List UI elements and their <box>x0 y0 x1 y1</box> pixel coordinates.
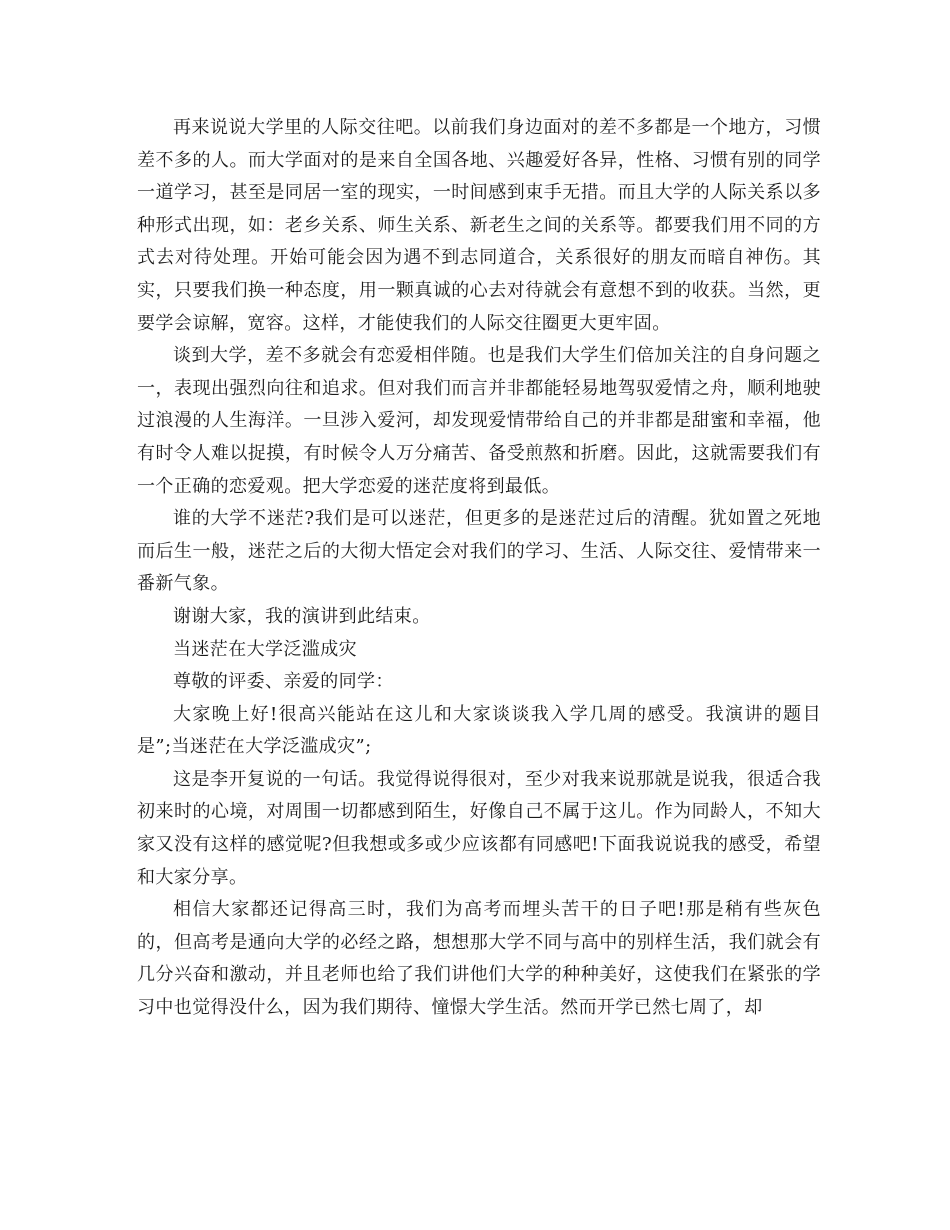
paragraph-greeting: 大家晚上好!很高兴能站在这儿和大家谈谈我入学几周的感受。我演讲的题目是”;当迷茫在大学泛滥成灾”; <box>137 703 821 758</box>
paragraph-quote: 这是李开复说的一句话。我觉得说得很对，至少对我来说那就是说我，很适合我初来时的心境，对周围一切都感到陌生，好像自己不属于这儿。作为同龄人，不知大家又没有这样的感觉呢?但我想或多或少应该都有同感吧!下面我说说我的感受，希望和大家分享。 <box>137 768 821 888</box>
paragraph-confusion: 谁的大学不迷茫?我们是可以迷茫，但更多的是迷茫过后的清醒。犹如置之死地而后生一般，迷茫之后的大彻大悟定会对我们的学习、生活、人际交往、爱情带来一番新气象。 <box>137 508 821 595</box>
paragraph-interpersonal: 再来说说大学里的人际交往吧。以前我们身边面对的差不多都是一个地方，习惯差不多的人。而大学面对的是来自全国各地、兴趣爱好各异，性格、习惯有别的同学一道学习，甚至是同居一室的现实，一时间感到束手无措。而且大学的人际关系以多种形式出现，如：老乡关系、师生关系、新老生之间的关系等。都要我们用不同的方式去对待处理。开始可能会因为遇不到志同道合，关系很好的朋友而暗自神伤。其实，只要我们换一种态度，用一颗真诚的心去对待就会有意想不到的收获。当然，更要学会谅解，宽容。这样，才能使我们的人际交往圈更大更牢固。 <box>137 117 821 334</box>
salutation: 尊敬的评委、亲爱的同学： <box>173 671 394 693</box>
paragraph-romance: 谈到大学，差不多就会有恋爱相伴随。也是我们大学生们倍加关注的自身问题之一，表现出强烈向往和追求。但对我们而言并非都能轻易地驾驭爱情之舟，顺利地驶过浪漫的人生海洋。一旦涉入爱河，却发现爱情带给自己的并非都是甜蜜和幸福，他有时令人难以捉摸，有时候令人万分痛苦、备受煎熬和折磨。因此，这就需要我们有一个正确的恋爱观。把大学恋爱的迷茫度将到最低。 <box>137 345 821 497</box>
paragraph-thanks: 谢谢大家，我的演讲到此结束。 <box>173 605 431 627</box>
speech-title: 当迷茫在大学泛滥成灾 <box>173 638 357 660</box>
document-body <box>137 112 821 1025</box>
paragraph-gaokao: 相信大家都还记得高三时，我们为高考而埋头苦干的日子吧!那是稍有些灰色的，但高考是通向大学的必经之路，想想那大学不同与高中的别样生活，我们就会有几分兴奋和激动，并且老师也给了我们讲他们大学的种种美好，这使我们在紧张的学习中也觉得没什么，因为我们期待、憧憬大学生活。然而开学已然七周了，却 <box>137 899 821 1019</box>
